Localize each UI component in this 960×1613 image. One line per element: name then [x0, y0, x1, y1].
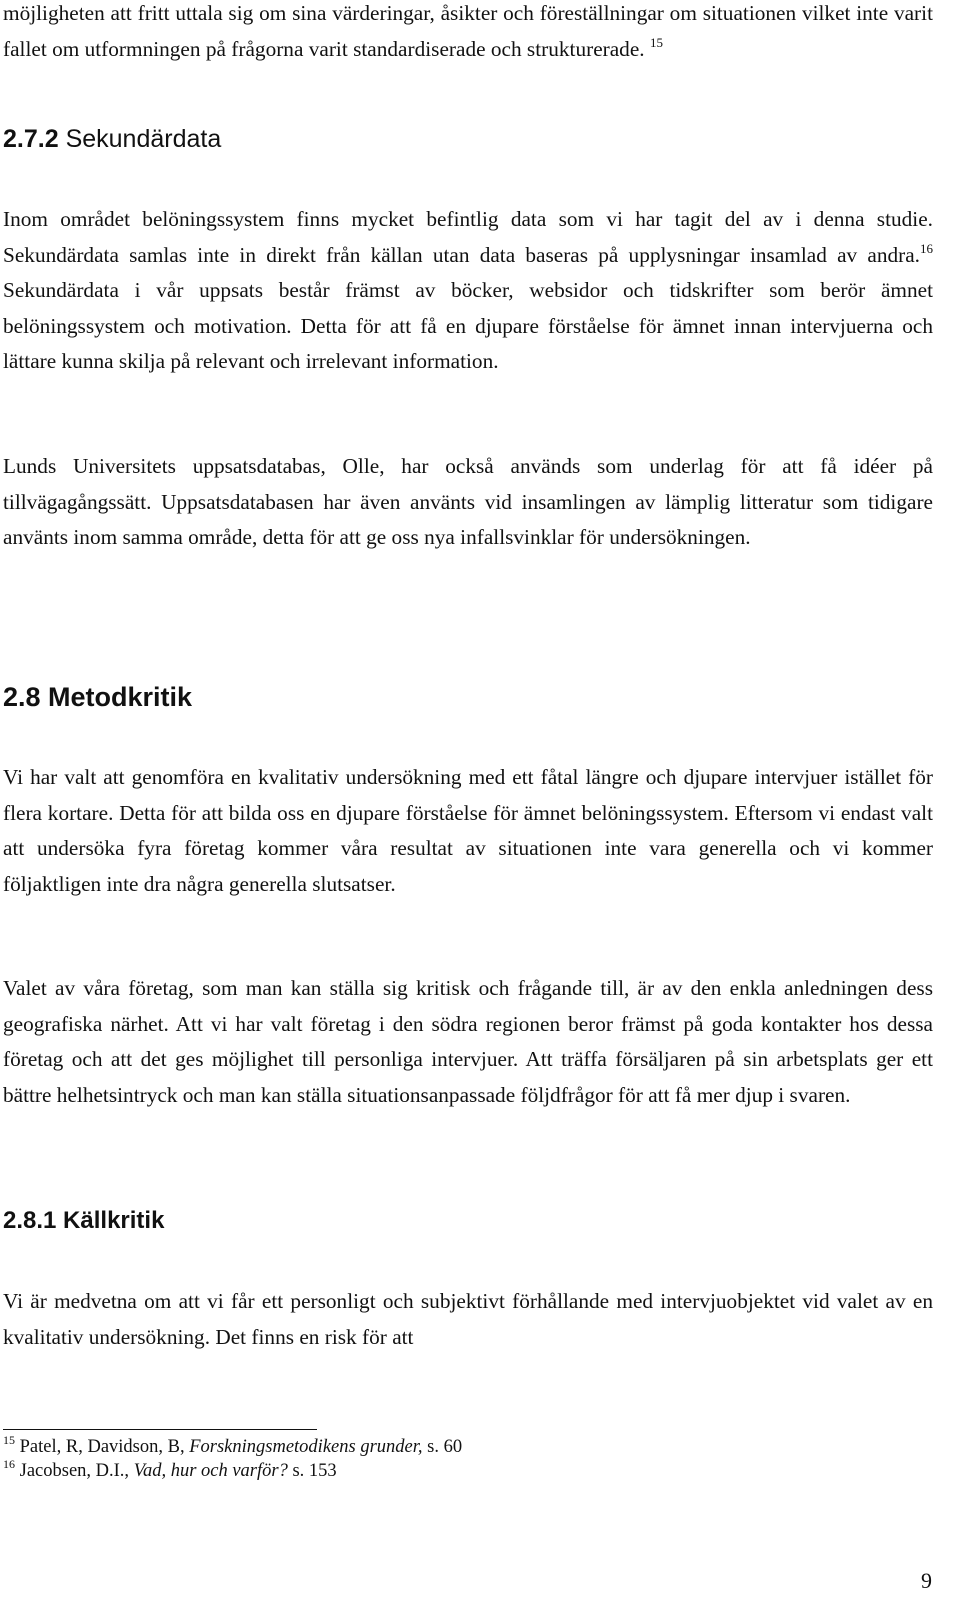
section-28-heading: 2.8 Metodkritik: [3, 682, 193, 712]
section-272-number: 2.7.2: [3, 125, 59, 153]
section-28-heading-block: [3, 682, 933, 713]
section-28-p2-block: [3, 971, 933, 1113]
section-281-heading-block: [3, 1207, 933, 1235]
footnote-ref-16: 16: [920, 240, 933, 256]
section-28-p1-block: [3, 760, 933, 902]
section-272-p2-block: [3, 449, 933, 556]
intro-paragraph-block: [3, 0, 933, 67]
page-number: 9: [921, 1568, 932, 1593]
footnote-15-number: 15: [3, 1433, 15, 1447]
section-281-paragraph-1: Vi är medvetna om att vi får ett personligt och subjektivt förhållande med intervjuobjektet vid valet av en kvalitativ undersökning. Det finns en risk för att: [3, 1289, 933, 1349]
section-272-p1-part-b: Sekundärdata i vår uppsats består främst av böcker, websidor och tidskrifter som berör ämnet belöningssystem och motivation. Detta för att få en djupare förståelse för ämnet innan intervjuerna och lättare kunna skilja på relevant och irrelevant information.: [3, 278, 933, 373]
section-28-paragraph-2: Valet av våra företag, som man kan ställa sig kritisk och frågande till, är av den enkla anledningen dess geografiska närhet. Att vi har valt företag i den södra regionen beror främst på goda kontakter hos dessa företag och att det ges möjlighet till personliga intervjuer. Att träffa försäljaren på sin arbetsplats ger ett bättre helhetsintryck och man kan ställa situationsanpassade följdfrågor för att få mer djup i svaren.: [3, 976, 933, 1107]
footnote-16-text-after: s. 153: [287, 1461, 337, 1481]
section-281-heading: 2.8.1 Källkritik: [3, 1207, 165, 1234]
section-272-paragraph-1: [3, 202, 933, 380]
footnote-ref-15: 15: [649, 34, 663, 50]
footnote-15-text-before: Patel, R, Davidson, B,: [19, 1437, 190, 1457]
footnote-16-title: Vad, hur och varför?: [133, 1461, 288, 1481]
section-272-heading-block: [3, 125, 933, 154]
intro-paragraph: [3, 0, 933, 67]
intro-text: möjligheten att fritt uttala sig om sina värderingar, åsikter och föreställningar om situationen vilket inte varit fallet om utformningen på frågorna varit standardiserade och strukturerade.: [3, 1, 933, 61]
footnote-15-title: Forskningsmetodikens grunder,: [189, 1437, 423, 1457]
section-272-p1-part-a: Inom området belöningssystem finns mycket befintlig data som vi har tagit del av i denna studie. Sekundärdata samlas inte in direkt från källan utan data baseras på upplysningar insamlad av andra.: [3, 207, 933, 267]
section-272-p1-block: [3, 202, 933, 380]
section-272-paragraph-2: Lunds Universitets uppsatsdatabas, Olle, har också används som underlag för att få idéer på tillvägagångssätt. Uppsatsdatabasen har även använts vid insamlingen av lämplig litteratur som tidigare använts inom samma område, detta för att ge oss nya infallsvinklar för undersökningen.: [3, 454, 933, 549]
footnote-15-text-after: s. 60: [422, 1437, 463, 1457]
section-28-paragraph-1: Vi har valt att genomföra en kvalitativ undersökning med ett fåtal längre och djupare intervjuer istället för flera kortare. Detta för att bilda oss en djupare förståelse för ämnet belöningssystem. Eftersom vi endast valt att undersöka fyra företag kommer våra resultat av situationen inte vara generella och vi kommer följaktligen inte dra några generella slutsatser.: [3, 765, 933, 896]
section-272-heading: [3, 125, 933, 154]
footnotes: [3, 1435, 933, 1483]
footnote-16-text-before: Jacobsen, D.I.,: [19, 1461, 134, 1481]
section-272-title: Sekundärdata: [65, 125, 222, 153]
footnote-16: [3, 1459, 933, 1483]
footnote-separator: [3, 1429, 317, 1430]
footnote-15: [3, 1435, 933, 1459]
section-281-p1-block: [3, 1284, 933, 1355]
footnote-16-number: 16: [3, 1457, 15, 1471]
